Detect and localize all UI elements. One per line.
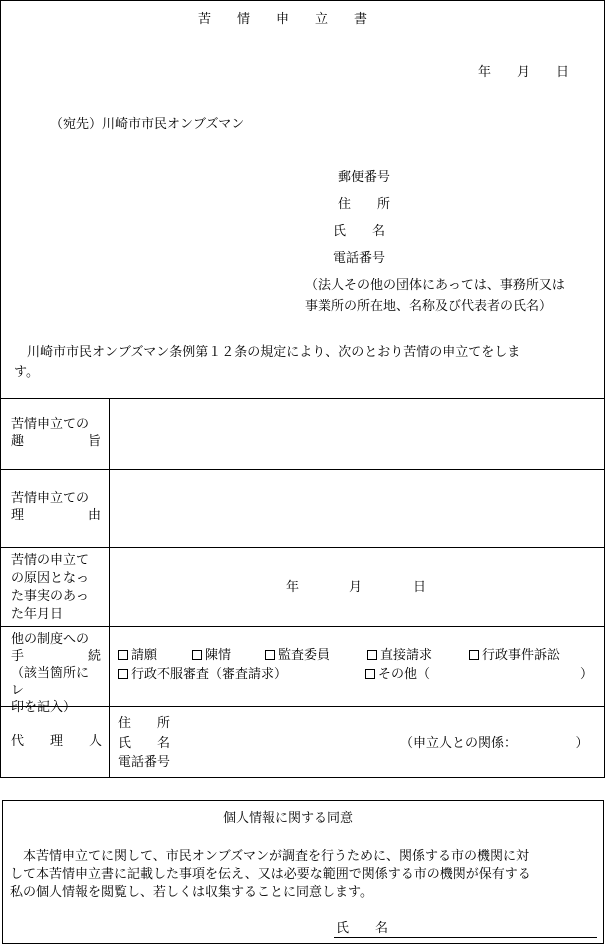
agent-name-label: 氏 名 [118, 736, 171, 751]
address-label: 住 所 [338, 197, 391, 212]
table-top-line [0, 398, 605, 399]
reason-field[interactable] [111, 471, 601, 545]
purpose-label: 苦情申立ての 趣 旨 [11, 417, 101, 449]
signature-line[interactable] [334, 937, 597, 938]
cause-date-label: 苦情の申立て の原因となっ た事実のあっ た年月日 [11, 553, 90, 622]
row-divider [0, 469, 605, 470]
agent-label: 代 理 人 [11, 734, 103, 749]
row-divider [0, 626, 605, 627]
option-admin-lawsuit[interactable]: 行政事件訴訟 [469, 648, 560, 664]
intro-line2: す。 [14, 365, 39, 380]
name-label: 氏 名 [333, 224, 386, 239]
checkbox-icon[interactable] [265, 650, 275, 660]
other-systems-label: 他の制度への 手 続 （該当箇所にレ 印を記入） [11, 632, 101, 715]
consent-line3: 私の個人情報を閲覧し、若しくは収集することに同意します。 [10, 885, 373, 900]
purpose-field[interactable] [111, 400, 601, 467]
option-other[interactable]: その他（ [365, 667, 430, 683]
option-admin-review[interactable]: 行政不服審査（審査請求） [118, 667, 287, 683]
checkbox-icon[interactable] [118, 650, 128, 660]
column-divider [109, 398, 110, 778]
option-audit[interactable]: 監査委員 [265, 648, 330, 664]
consent-title: 個人情報に関する同意 [223, 811, 354, 826]
date-line: 年 月 日 [478, 65, 570, 80]
postal-code-label: 郵便番号 [338, 170, 391, 185]
agent-relation-label: （申立人との関係： ） [400, 736, 589, 751]
checkbox-icon[interactable] [192, 650, 202, 660]
corporate-note-line2: 事業所の所在地、名称及び代表者の氏名） [305, 299, 553, 314]
cause-year-label: 年 [286, 580, 300, 595]
intro-line1: 川崎市市民オンブズマン条例第１２条の規定により、次のとおり苦情の申立てをしま [14, 345, 521, 360]
phone-label: 電話番号 [333, 251, 386, 266]
row-divider [0, 547, 605, 548]
checkbox-icon[interactable] [367, 650, 377, 660]
option-petition[interactable]: 請願 [118, 648, 157, 664]
checkbox-icon[interactable] [118, 669, 128, 679]
agent-phone-label: 電話番号 [118, 755, 171, 770]
form-title: 苦 情 申 立 書 [198, 12, 368, 27]
option-appeal[interactable]: 陳情 [192, 648, 231, 664]
checkbox-icon[interactable] [469, 650, 479, 660]
corporate-note-line1: （法人その他の団体にあっては、事務所又は [305, 278, 565, 293]
addressee: （宛先）川崎市市民オンブズマン [50, 117, 245, 132]
consent-line2: して本苦情申立書に記載した事項を伝え、又は必要な範囲で関係する市の機関が保有する [10, 867, 531, 882]
option-other-close: ） [580, 667, 594, 682]
reason-label: 苦情申立ての 理 由 [11, 491, 101, 523]
agent-address-label: 住 所 [118, 716, 171, 731]
consent-signature-label: 氏 名 [336, 921, 389, 936]
cause-day-label: 日 [413, 580, 427, 595]
consent-line1: 本苦情申立てに関して、市民オンブズマンが調査を行うために、関係する市の機関に対 [10, 849, 529, 864]
checkbox-icon[interactable] [365, 669, 375, 679]
option-direct-request[interactable]: 直接請求 [367, 648, 432, 664]
cause-month-label: 月 [349, 580, 363, 595]
